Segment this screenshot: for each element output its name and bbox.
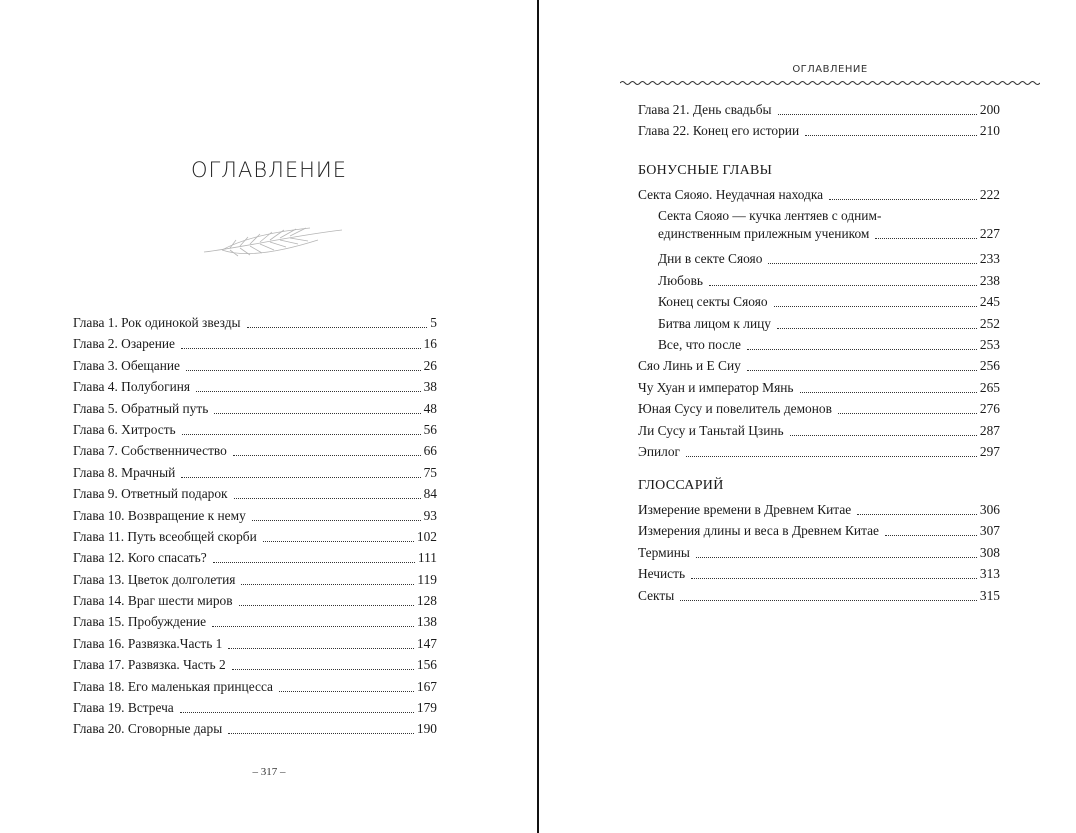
toc-entry[interactable]: Сяо Линь и Е Сиу 256 <box>638 358 1000 374</box>
toc-entry[interactable]: Нечисть 313 <box>638 566 1000 582</box>
toc-list-chapters <box>638 101 1000 144</box>
toc-entry[interactable]: Дни в секте Сяояо 233 <box>658 251 1000 267</box>
toc-entry[interactable]: Термины 308 <box>638 544 1000 560</box>
toc-list-bonus <box>638 186 1000 464</box>
toc-entry[interactable]: Глава 4. Полубогиня 38 <box>73 379 437 395</box>
toc-entry[interactable]: Любовь 238 <box>658 272 1000 288</box>
toc-entry[interactable]: Глава 17. Развязка. Часть 2 156 <box>73 657 437 673</box>
toc-entry[interactable]: Глава 9. Ответный подарок 84 <box>73 486 437 502</box>
toc-entry[interactable]: Глава 12. Кого спасать? 111 <box>73 550 437 566</box>
right-page <box>540 0 1076 833</box>
toc-entry[interactable]: Чу Хуан и император Мянь 265 <box>638 379 1000 395</box>
toc-list-left <box>73 314 437 742</box>
toc-list-glossary <box>638 501 1000 608</box>
toc-entry[interactable]: Глава 11. Путь всеобщей скорби 102 <box>73 528 437 544</box>
toc-entry[interactable]: Глава 15. Пробуждение 138 <box>73 614 437 630</box>
toc-entry[interactable]: Глава 16. Развязка.Часть 1 147 <box>73 635 437 651</box>
feather-ornament-icon <box>200 218 345 268</box>
toc-entry[interactable]: Глава 8. Мрачный 75 <box>73 464 437 480</box>
toc-entry[interactable]: Ли Сусу и Таньтай Цзинь 287 <box>638 422 1000 438</box>
toc-entry[interactable]: Глава 22. Конец его истории 210 <box>638 123 1000 139</box>
toc-entry[interactable]: Глава 7. Собственничество 66 <box>73 443 437 459</box>
toc-entry[interactable]: Глава 18. Его маленькая принцесса 167 <box>73 678 437 694</box>
toc-entry[interactable]: Глава 1. Рок одинокой звезды 5 <box>73 315 437 330</box>
toc-entry[interactable]: Глава 19. Встреча 179 <box>73 700 437 716</box>
toc-entry[interactable]: Глава 5. Обратный путь 48 <box>73 400 437 416</box>
running-head: ОГЛАВЛЕНИЕ <box>792 64 868 75</box>
toc-entry[interactable]: Секта Сяояо. Неудачная находка 222 <box>638 187 1000 202</box>
toc-entry[interactable]: Измерения длины и веса в Древнем Китае 307 <box>638 523 1000 539</box>
toc-entry[interactable]: Секта Сяояо — кучка лентяев с одним- единственным прилежным учеником 227 <box>658 208 1000 242</box>
toc-entry[interactable]: Измерение времени в Древнем Китае 306 <box>638 502 1000 517</box>
toc-entry[interactable]: Глава 10. Возвращение к нему 93 <box>73 507 437 523</box>
toc-entry[interactable]: Глава 2. Озарение 16 <box>73 336 437 352</box>
toc-entry[interactable]: Секты 315 <box>638 587 1000 603</box>
toc-entry[interactable]: Глава 21. День свадьбы 200 <box>638 102 1000 117</box>
toc-entry[interactable]: Конец секты Сяояо 245 <box>658 294 1000 310</box>
toc-entry[interactable]: Глава 3. Обещание 26 <box>73 357 437 373</box>
toc-entry[interactable]: Глава 14. Враг шести миров 128 <box>73 593 437 609</box>
toc-entry[interactable]: Глава 6. Хитрость 56 <box>73 421 437 437</box>
bonus-heading: БОНУСНЫЕ ГЛАВЫ <box>638 163 773 178</box>
glossary-heading: ГЛОССАРИЙ <box>638 478 724 493</box>
toc-entry[interactable]: Все, что после 253 <box>658 336 1000 352</box>
book-gutter <box>537 0 539 833</box>
toc-entry[interactable]: Эпилог 297 <box>638 443 1000 459</box>
toc-entry[interactable]: Юная Сусу и повелитель демонов 276 <box>638 401 1000 417</box>
wavy-divider <box>620 79 1040 87</box>
toc-entry[interactable]: Глава 13. Цветок долголетия 119 <box>73 571 437 587</box>
toc-entry[interactable]: Глава 20. Сговорные дары 190 <box>73 721 437 737</box>
page-title: ОГЛАВЛЕНИЕ <box>190 158 348 182</box>
page-number: – 317 – <box>252 766 286 778</box>
toc-entry[interactable]: Битва лицом к лицу 252 <box>658 315 1000 331</box>
